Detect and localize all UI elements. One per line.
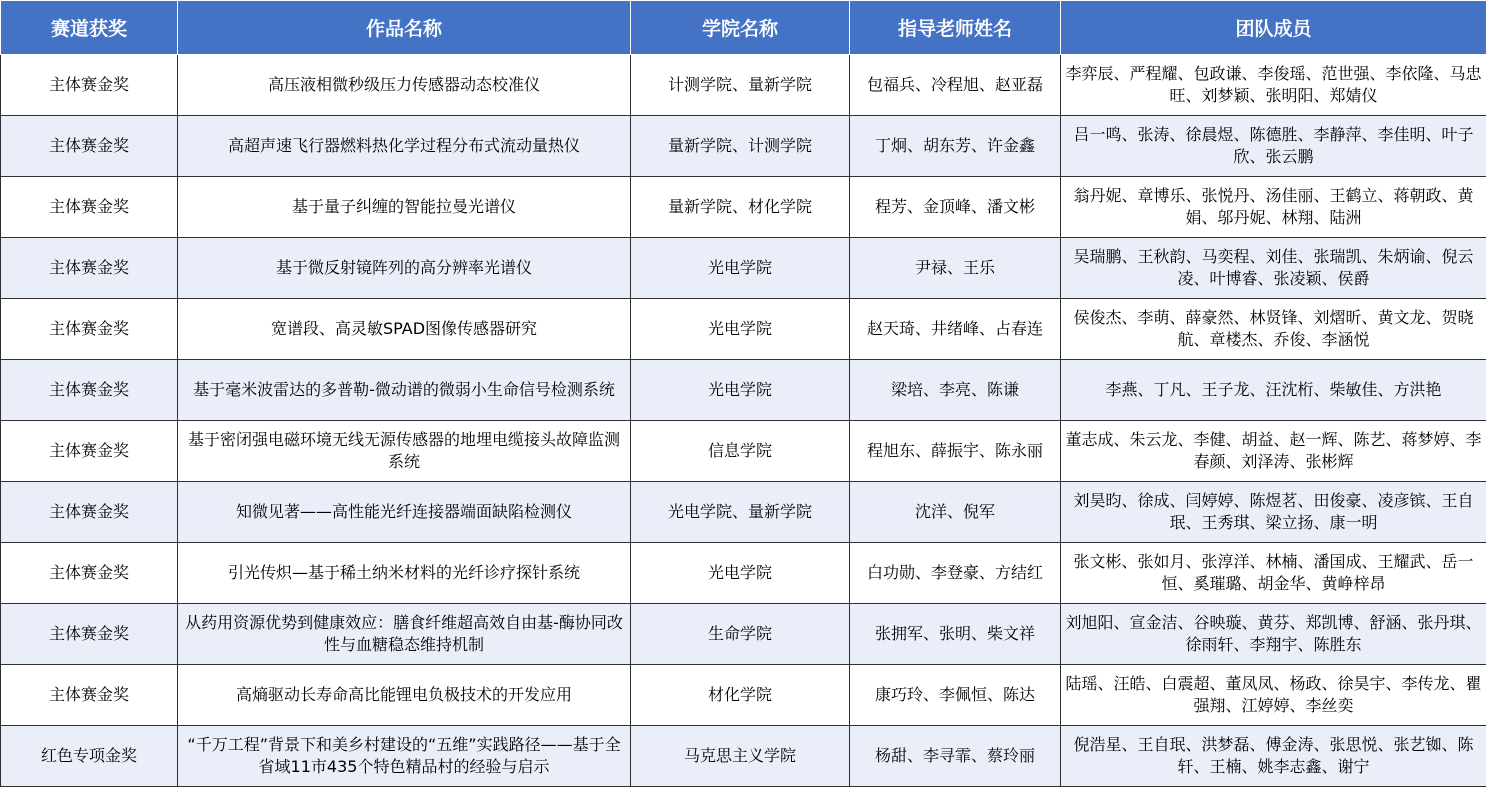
cell-advisors: 沈洋、倪军 bbox=[850, 482, 1061, 543]
table-header bbox=[1, 1, 1486, 55]
cell-members: 侯俊杰、李萌、薛豪然、林贤锋、刘熠昕、黄文龙、贺晓航、章楼杰、乔俊、李涵悦 bbox=[1061, 299, 1486, 360]
table-row bbox=[1, 360, 1486, 421]
cell-members: 吕一鸣、张涛、徐晨煜、陈德胜、李静萍、李佳明、叶子欣、张云鹏 bbox=[1061, 116, 1486, 177]
cell-title: 从药用资源优势到健康效应：膳食纤维超高效自由基-酶协同改性与血糖稳态维持机制 bbox=[178, 604, 631, 665]
cell-college: 光电学院 bbox=[631, 360, 850, 421]
cell-title: 基于毫米波雷达的多普勒-微动谱的微弱小生命信号检测系统 bbox=[178, 360, 631, 421]
cell-title: 高熵驱动长寿命高比能锂电负极技术的开发应用 bbox=[178, 665, 631, 726]
cell-members: 陆瑶、汪皓、白震超、董凤凤、杨政、徐昊宇、李传龙、瞿强翔、江婷婷、李丝奕 bbox=[1061, 665, 1486, 726]
cell-advisors: 张拥军、张明、柴文祥 bbox=[850, 604, 1061, 665]
table-row bbox=[1, 665, 1486, 726]
cell-members: 李燕、丁凡、王子龙、汪沈桁、柴敏佳、方洪艳 bbox=[1061, 360, 1486, 421]
table-row bbox=[1, 421, 1486, 482]
cell-members: 刘昊昀、徐成、闫婷婷、陈煜茗、田俊豪、凌彦镔、王自珉、王秀琪、梁立扬、康一明 bbox=[1061, 482, 1486, 543]
cell-college: 光电学院 bbox=[631, 238, 850, 299]
header-row bbox=[1, 1, 1486, 55]
cell-members: 倪浩星、王自珉、洪梦磊、傅金涛、张思悦、张艺铷、陈轩、王楠、姚李志鑫、谢宁 bbox=[1061, 726, 1486, 787]
cell-title: 宽谱段、高灵敏SPAD图像传感器研究 bbox=[178, 299, 631, 360]
table-row bbox=[1, 177, 1486, 238]
cell-advisors: 尹禄、王乐 bbox=[850, 238, 1061, 299]
cell-advisors: 程芳、金顶峰、潘文彬 bbox=[850, 177, 1061, 238]
header-title: 作品名称 bbox=[178, 1, 631, 55]
cell-college: 计测学院、量新学院 bbox=[631, 55, 850, 116]
cell-members: 董志成、朱云龙、李健、胡益、赵一辉、陈艺、蒋梦婷、李春颜、刘泽涛、张彬辉 bbox=[1061, 421, 1486, 482]
table-row bbox=[1, 482, 1486, 543]
cell-members: 李弈辰、严程耀、包政谦、李俊瑶、范世强、李依隆、马忠旺、刘梦颖、张明阳、郑婧仪 bbox=[1061, 55, 1486, 116]
header-college: 学院名称 bbox=[631, 1, 850, 55]
cell-advisors: 程旭东、薛振宇、陈永丽 bbox=[850, 421, 1061, 482]
table-row bbox=[1, 55, 1486, 116]
cell-advisors: 丁炯、胡东芳、许金鑫 bbox=[850, 116, 1061, 177]
cell-award: 主体赛金奖 bbox=[1, 421, 178, 482]
cell-award: 主体赛金奖 bbox=[1, 360, 178, 421]
table-row bbox=[1, 726, 1486, 787]
cell-title: 高压液相微秒级压力传感器动态校准仪 bbox=[178, 55, 631, 116]
cell-advisors: 梁培、李亮、陈谦 bbox=[850, 360, 1061, 421]
cell-members: 刘旭阳、宣金洁、谷映璇、黄芬、郑凯博、舒涵、张丹琪、徐雨轩、李翔宇、陈胜东 bbox=[1061, 604, 1486, 665]
cell-college: 光电学院、量新学院 bbox=[631, 482, 850, 543]
cell-award: 主体赛金奖 bbox=[1, 543, 178, 604]
cell-advisors: 赵天琦、井绪峰、占春连 bbox=[850, 299, 1061, 360]
cell-members: 吴瑞鹏、王秋韵、马奕程、刘佳、张瑞凯、朱炳谕、倪云凌、叶博睿、张凌颖、侯爵 bbox=[1061, 238, 1486, 299]
cell-members: 张文彬、张如月、张淳洋、林楠、潘国成、王耀武、岳一恒、奚璀璐、胡金华、黄峥梓昂 bbox=[1061, 543, 1486, 604]
cell-title: 基于微反射镜阵列的高分辨率光谱仪 bbox=[178, 238, 631, 299]
table-row bbox=[1, 543, 1486, 604]
cell-members: 翁丹妮、章博乐、张悦丹、汤佳丽、王鹤立、蒋朝政、黄娟、邬丹妮、林翔、陆洲 bbox=[1061, 177, 1486, 238]
cell-advisors: 包福兵、冷程旭、赵亚磊 bbox=[850, 55, 1061, 116]
cell-title: 高超声速飞行器燃料热化学过程分布式流动量热仪 bbox=[178, 116, 631, 177]
cell-award: 主体赛金奖 bbox=[1, 604, 178, 665]
cell-college: 光电学院 bbox=[631, 299, 850, 360]
table-body bbox=[1, 55, 1486, 787]
cell-award: 主体赛金奖 bbox=[1, 116, 178, 177]
cell-title: 基于量子纠缠的智能拉曼光谱仪 bbox=[178, 177, 631, 238]
cell-award: 主体赛金奖 bbox=[1, 665, 178, 726]
header-advisors: 指导老师姓名 bbox=[850, 1, 1061, 55]
cell-college: 光电学院 bbox=[631, 543, 850, 604]
table-row bbox=[1, 299, 1486, 360]
cell-award: 主体赛金奖 bbox=[1, 55, 178, 116]
cell-college: 材化学院 bbox=[631, 665, 850, 726]
cell-title: 基于密闭强电磁环境无线无源传感器的地埋电缆接头故障监测系统 bbox=[178, 421, 631, 482]
cell-college: 信息学院 bbox=[631, 421, 850, 482]
table-row bbox=[1, 238, 1486, 299]
cell-title: 知微见著——高性能光纤连接器端面缺陷检测仪 bbox=[178, 482, 631, 543]
cell-college: 量新学院、计测学院 bbox=[631, 116, 850, 177]
cell-award: 主体赛金奖 bbox=[1, 238, 178, 299]
table-row bbox=[1, 116, 1486, 177]
cell-award: 主体赛金奖 bbox=[1, 177, 178, 238]
header-award: 赛道获奖 bbox=[1, 1, 178, 55]
cell-college: 生命学院 bbox=[631, 604, 850, 665]
cell-title: “千万工程”背景下和美乡村建设的“五维”实践路径——基于全省域11市435个特色精品村的经验与启示 bbox=[178, 726, 631, 787]
header-members: 团队成员 bbox=[1061, 1, 1486, 55]
cell-award: 红色专项金奖 bbox=[1, 726, 178, 787]
cell-advisors: 杨甜、李寻霏、蔡玲丽 bbox=[850, 726, 1061, 787]
cell-award: 主体赛金奖 bbox=[1, 482, 178, 543]
cell-college: 马克思主义学院 bbox=[631, 726, 850, 787]
cell-college: 量新学院、材化学院 bbox=[631, 177, 850, 238]
cell-advisors: 白功勋、李登豪、方结红 bbox=[850, 543, 1061, 604]
table-row bbox=[1, 604, 1486, 665]
cell-award: 主体赛金奖 bbox=[1, 299, 178, 360]
cell-title: 引光传炽—基于稀土纳米材料的光纤诊疗探针系统 bbox=[178, 543, 631, 604]
cell-advisors: 康巧玲、李佩恒、陈达 bbox=[850, 665, 1061, 726]
